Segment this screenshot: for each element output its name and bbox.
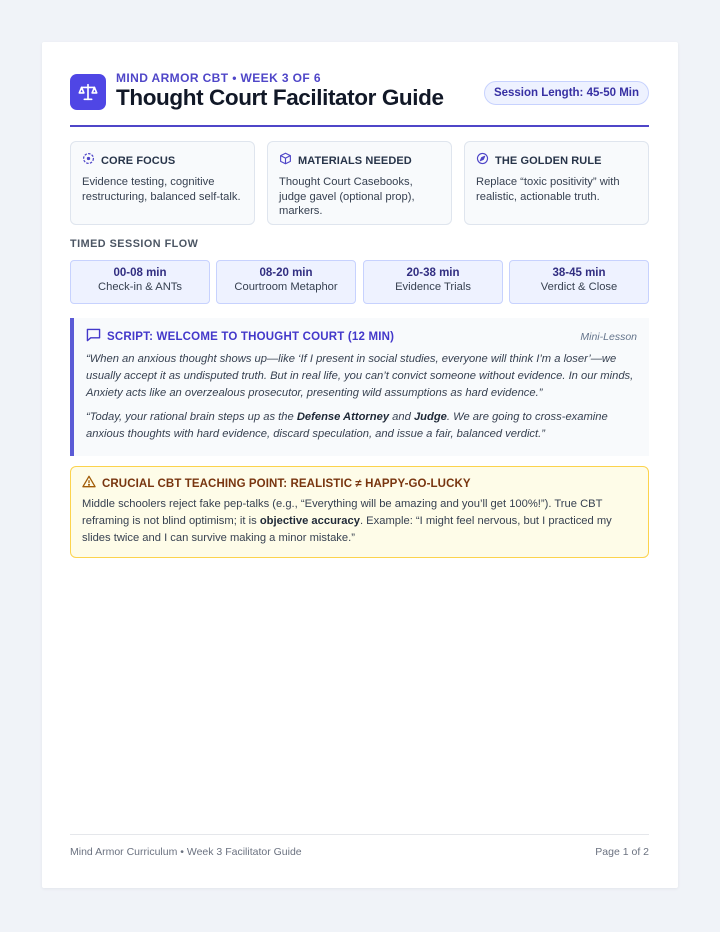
- card-core-focus: [70, 141, 255, 225]
- card-golden-rule: [464, 141, 649, 225]
- session-flow: [70, 260, 649, 304]
- flow-step: [509, 260, 649, 304]
- step-label: Verdict & Close: [540, 281, 618, 293]
- chat-bubble-icon: [86, 328, 101, 347]
- card-body: Thought Court Casebooks, judge gavel (optional prop), markers.: [279, 176, 415, 217]
- page-number: Page 1 of 2: [595, 846, 649, 858]
- page-header: [70, 70, 649, 127]
- script-title: SCRIPT: WELCOME TO THOUGHT COURT (12 MIN): [107, 331, 395, 343]
- step-time: 38-45 min: [552, 267, 606, 279]
- step-time: 08-20 min: [259, 267, 313, 279]
- page-footer: [70, 834, 649, 870]
- script-paragraph: “When an anxious thought shows up—like ‘If I present in social studies, everyone will think I’m a loser’—we usually accept it as undisputed truth. But in real life, you can’t convict someone without evidence. In our minds, Anxiety acts like an overzealous prosecutor, presenting wild assumptions as hard evidence.”: [86, 353, 634, 399]
- warning-icon: [82, 475, 96, 493]
- callout-body: Middle schoolers reject fake pep-talks (e.g., “Everything will be amazing and you’ll get 100%!”). True CBT reframing is not blind optimism; it is objective accuracy. Example: “I might feel nervous, but I practiced my slides twice and I can survive making a minor mistake.”: [82, 498, 612, 544]
- flow-step: [70, 260, 210, 304]
- compass-icon: [476, 152, 489, 170]
- card-title: CORE FOCUS: [101, 155, 176, 167]
- scales-icon: [70, 74, 106, 110]
- page-title: Thought Court Facilitator Guide: [116, 85, 444, 110]
- step-label: Check-in & ANTs: [98, 281, 182, 293]
- card-title: MATERIALS NEEDED: [298, 155, 412, 167]
- script-paragraph: “Today, your rational brain steps up as the Defense Attorney and Judge. We are going to cross-examine anxious thoughts with hard evidence, discard speculation, and issue a fair, balanced verdict.”: [86, 411, 608, 440]
- step-time: 20-38 min: [406, 267, 460, 279]
- card-materials: [267, 141, 452, 225]
- script-tag: Mini-Lesson: [580, 331, 637, 343]
- footer-left: Mind Armor Curriculum • Week 3 Facilitator Guide: [70, 846, 302, 858]
- script-block: [70, 318, 649, 456]
- emphasis: Defense Attorney: [296, 411, 390, 423]
- flow-step: [363, 260, 503, 304]
- teaching-point-callout: [70, 466, 649, 558]
- card-body: Replace “toxic positivity” with realistic, actionable truth.: [476, 176, 620, 203]
- card-title: THE GOLDEN RULE: [495, 155, 602, 167]
- flow-step: [216, 260, 356, 304]
- document-page: [42, 42, 678, 888]
- emphasis: Judge: [413, 411, 447, 423]
- step-label: Courtroom Metaphor: [234, 281, 338, 293]
- step-label: Evidence Trials: [395, 281, 471, 293]
- target-icon: [82, 152, 95, 170]
- session-length-badge: Session Length: 45-50 Min: [484, 81, 649, 105]
- callout-title: CRUCIAL CBT TEACHING POINT: REALISTIC ≠ HAPPY-GO-LUCKY: [102, 478, 471, 490]
- emphasis: objective accuracy: [259, 515, 360, 527]
- series-kicker: MIND ARMOR CBT • WEEK 3 OF 6: [116, 71, 321, 85]
- step-time: 00-08 min: [113, 267, 167, 279]
- session-flow-heading: TIMED SESSION FLOW: [70, 238, 199, 250]
- card-body: Evidence testing, cognitive restructuring, balanced self-talk.: [82, 176, 241, 203]
- box-icon: [279, 152, 292, 170]
- info-cards: [70, 141, 649, 225]
